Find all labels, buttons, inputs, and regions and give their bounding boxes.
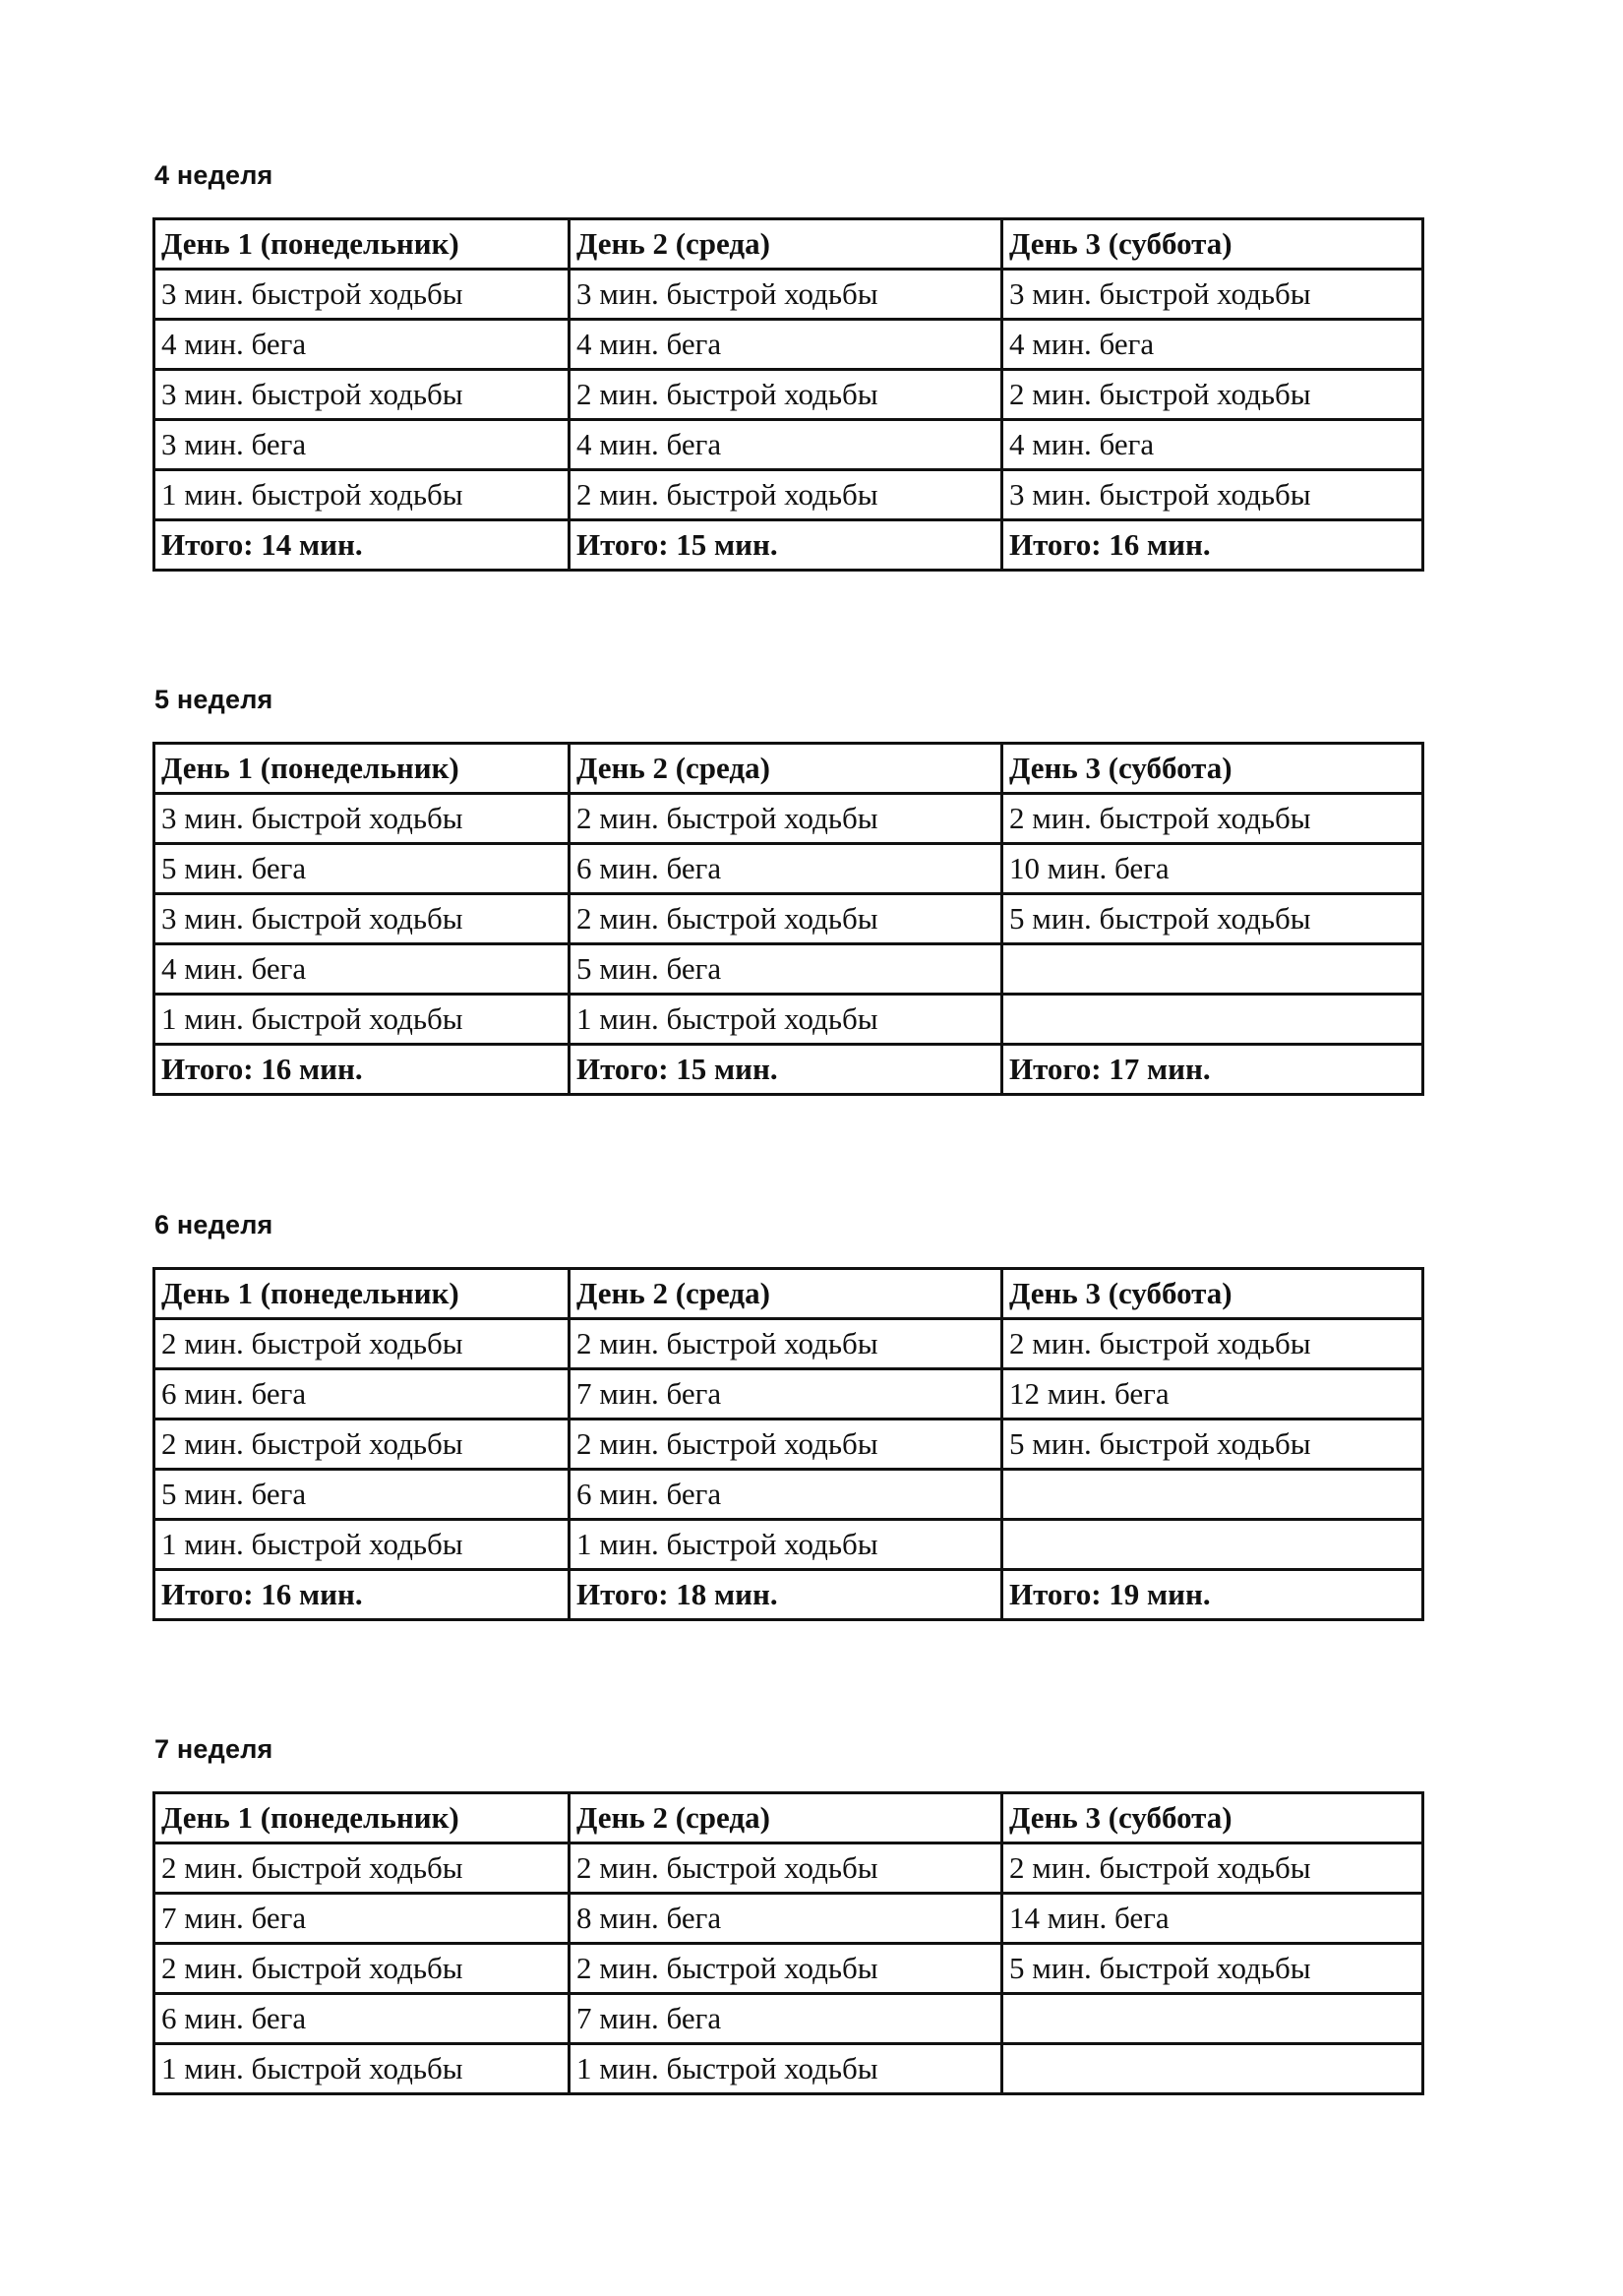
- table-row: [154, 1420, 1423, 1470]
- table-cell: 2 мин. быстрой ходьбы: [570, 1843, 1002, 1894]
- week-title: 4 неделя: [154, 160, 273, 190]
- table-row: [154, 1843, 1423, 1894]
- table-header-row: [154, 1793, 1423, 1843]
- table-cell: 1 мин. быстрой ходьбы: [154, 2044, 570, 2094]
- total-day-3: Итого: 19 мин.: [1002, 1570, 1423, 1620]
- table-row: [154, 1944, 1423, 1994]
- table-cell: 14 мин. бега: [1002, 1894, 1423, 1944]
- table-cell: 2 мин. быстрой ходьбы: [570, 370, 1002, 420]
- table-cell: 5 мин. быстрой ходьбы: [1002, 1944, 1423, 1994]
- header-day-2: День 2 (среда): [570, 219, 1002, 270]
- table-cell: 2 мин. быстрой ходьбы: [1002, 794, 1423, 844]
- table-cell: 1 мин. быстрой ходьбы: [154, 470, 570, 520]
- total-day-2: Итого: 15 мин.: [570, 1045, 1002, 1095]
- table-header-row: [154, 1269, 1423, 1319]
- table-cell: 6 мин. бега: [570, 1470, 1002, 1520]
- table-cell: 3 мин. быстрой ходьбы: [570, 270, 1002, 320]
- header-day-3: День 3 (суббота): [1002, 219, 1423, 270]
- week-title: 5 неделя: [154, 685, 273, 714]
- table-cell: 2 мин. быстрой ходьбы: [154, 1843, 570, 1894]
- table-cell: 3 мин. быстрой ходьбы: [1002, 270, 1423, 320]
- week-title: 7 неделя: [154, 1734, 273, 1764]
- header-day-2: День 2 (среда): [570, 744, 1002, 794]
- table-cell: 3 мин. быстрой ходьбы: [1002, 470, 1423, 520]
- table-row: [154, 944, 1423, 995]
- table-cell: 3 мин. быстрой ходьбы: [154, 270, 570, 320]
- table-cell: 1 мин. быстрой ходьбы: [154, 995, 570, 1045]
- table-row: [154, 420, 1423, 470]
- table-cell: 4 мин. бега: [154, 320, 570, 370]
- total-day-2: Итого: 18 мин.: [570, 1570, 1002, 1620]
- table-cell: 4 мин. бега: [154, 944, 570, 995]
- table-row: [154, 320, 1423, 370]
- table-cell: 2 мин. быстрой ходьбы: [570, 1319, 1002, 1369]
- total-day-1: Итого: 16 мин.: [154, 1045, 570, 1095]
- table-cell: 2 мин. быстрой ходьбы: [570, 794, 1002, 844]
- table-cell: 5 мин. бега: [154, 1470, 570, 1520]
- table-row: [154, 1319, 1423, 1369]
- table-cell: 2 мин. быстрой ходьбы: [154, 1944, 570, 1994]
- table-header-row: [154, 219, 1423, 270]
- table-total-row: [154, 1570, 1423, 1620]
- table-cell: 2 мин. быстрой ходьбы: [1002, 370, 1423, 420]
- table-cell: 3 мин. быстрой ходьбы: [154, 794, 570, 844]
- table-cell: 4 мин. бега: [1002, 420, 1423, 470]
- table-cell: 2 мин. быстрой ходьбы: [154, 1420, 570, 1470]
- table-cell: 2 мин. быстрой ходьбы: [1002, 1319, 1423, 1369]
- table-cell: 2 мин. быстрой ходьбы: [570, 470, 1002, 520]
- table-cell: 2 мин. быстрой ходьбы: [570, 894, 1002, 944]
- table-cell: 6 мин. бега: [154, 1369, 570, 1420]
- table-cell: 1 мин. быстрой ходьбы: [570, 995, 1002, 1045]
- total-day-3: Итого: 17 мин.: [1002, 1045, 1423, 1095]
- header-day-3: День 3 (суббота): [1002, 744, 1423, 794]
- table-row: [154, 270, 1423, 320]
- table-row: [154, 1994, 1423, 2044]
- table-cell: [1002, 1994, 1423, 2044]
- table-row: [154, 370, 1423, 420]
- table-row: [154, 1520, 1423, 1570]
- table-cell: 12 мин. бега: [1002, 1369, 1423, 1420]
- table-cell: 3 мин. бега: [154, 420, 570, 470]
- table-cell: 5 мин. быстрой ходьбы: [1002, 1420, 1423, 1470]
- table-cell: 6 мин. бега: [154, 1994, 570, 2044]
- table-cell: 1 мин. быстрой ходьбы: [154, 1520, 570, 1570]
- table-row: [154, 844, 1423, 894]
- table-cell: 5 мин. бега: [154, 844, 570, 894]
- table-cell: 5 мин. быстрой ходьбы: [1002, 894, 1423, 944]
- table-row: [154, 1369, 1423, 1420]
- table-row: [154, 894, 1423, 944]
- header-day-1: День 1 (понедельник): [154, 219, 570, 270]
- table-cell: 2 мин. быстрой ходьбы: [1002, 1843, 1423, 1894]
- header-day-1: День 1 (понедельник): [154, 1793, 570, 1843]
- table-cell: 2 мин. быстрой ходьбы: [570, 1420, 1002, 1470]
- total-day-2: Итого: 15 мин.: [570, 520, 1002, 571]
- table-cell: [1002, 995, 1423, 1045]
- week-6-table: [152, 1267, 1424, 1621]
- table-cell: 5 мин. бега: [570, 944, 1002, 995]
- total-day-1: Итого: 16 мин.: [154, 1570, 570, 1620]
- table-cell: 2 мин. быстрой ходьбы: [570, 1944, 1002, 1994]
- table-row: [154, 2044, 1423, 2094]
- table-cell: 1 мин. быстрой ходьбы: [570, 1520, 1002, 1570]
- header-day-2: День 2 (среда): [570, 1269, 1002, 1319]
- table-cell: [1002, 944, 1423, 995]
- table-cell: 7 мин. бега: [570, 1994, 1002, 2044]
- table-cell: 3 мин. быстрой ходьбы: [154, 894, 570, 944]
- table-cell: 2 мин. быстрой ходьбы: [154, 1319, 570, 1369]
- table-cell: [1002, 1520, 1423, 1570]
- table-cell: 7 мин. бега: [154, 1894, 570, 1944]
- week-7-table: [152, 1791, 1424, 2095]
- table-cell: 1 мин. быстрой ходьбы: [570, 2044, 1002, 2094]
- table-row: [154, 794, 1423, 844]
- table-cell: 4 мин. бега: [570, 320, 1002, 370]
- table-total-row: [154, 1045, 1423, 1095]
- week-4-table: [152, 217, 1424, 572]
- table-row: [154, 1894, 1423, 1944]
- header-day-3: День 3 (суббота): [1002, 1269, 1423, 1319]
- header-day-1: День 1 (понедельник): [154, 1269, 570, 1319]
- table-header-row: [154, 744, 1423, 794]
- week-title: 6 неделя: [154, 1210, 273, 1239]
- table-row: [154, 995, 1423, 1045]
- table-total-row: [154, 520, 1423, 571]
- total-day-3: Итого: 16 мин.: [1002, 520, 1423, 571]
- table-cell: [1002, 2044, 1423, 2094]
- table-row: [154, 470, 1423, 520]
- table-cell: 8 мин. бега: [570, 1894, 1002, 1944]
- table-cell: [1002, 1470, 1423, 1520]
- table-cell: 4 мин. бега: [1002, 320, 1423, 370]
- header-day-1: День 1 (понедельник): [154, 744, 570, 794]
- table-cell: 3 мин. быстрой ходьбы: [154, 370, 570, 420]
- table-cell: 6 мин. бега: [570, 844, 1002, 894]
- total-day-1: Итого: 14 мин.: [154, 520, 570, 571]
- header-day-3: День 3 (суббота): [1002, 1793, 1423, 1843]
- table-row: [154, 1470, 1423, 1520]
- table-cell: 4 мин. бега: [570, 420, 1002, 470]
- table-cell: 7 мин. бега: [570, 1369, 1002, 1420]
- week-5-table: [152, 742, 1424, 1096]
- header-day-2: День 2 (среда): [570, 1793, 1002, 1843]
- table-cell: 10 мин. бега: [1002, 844, 1423, 894]
